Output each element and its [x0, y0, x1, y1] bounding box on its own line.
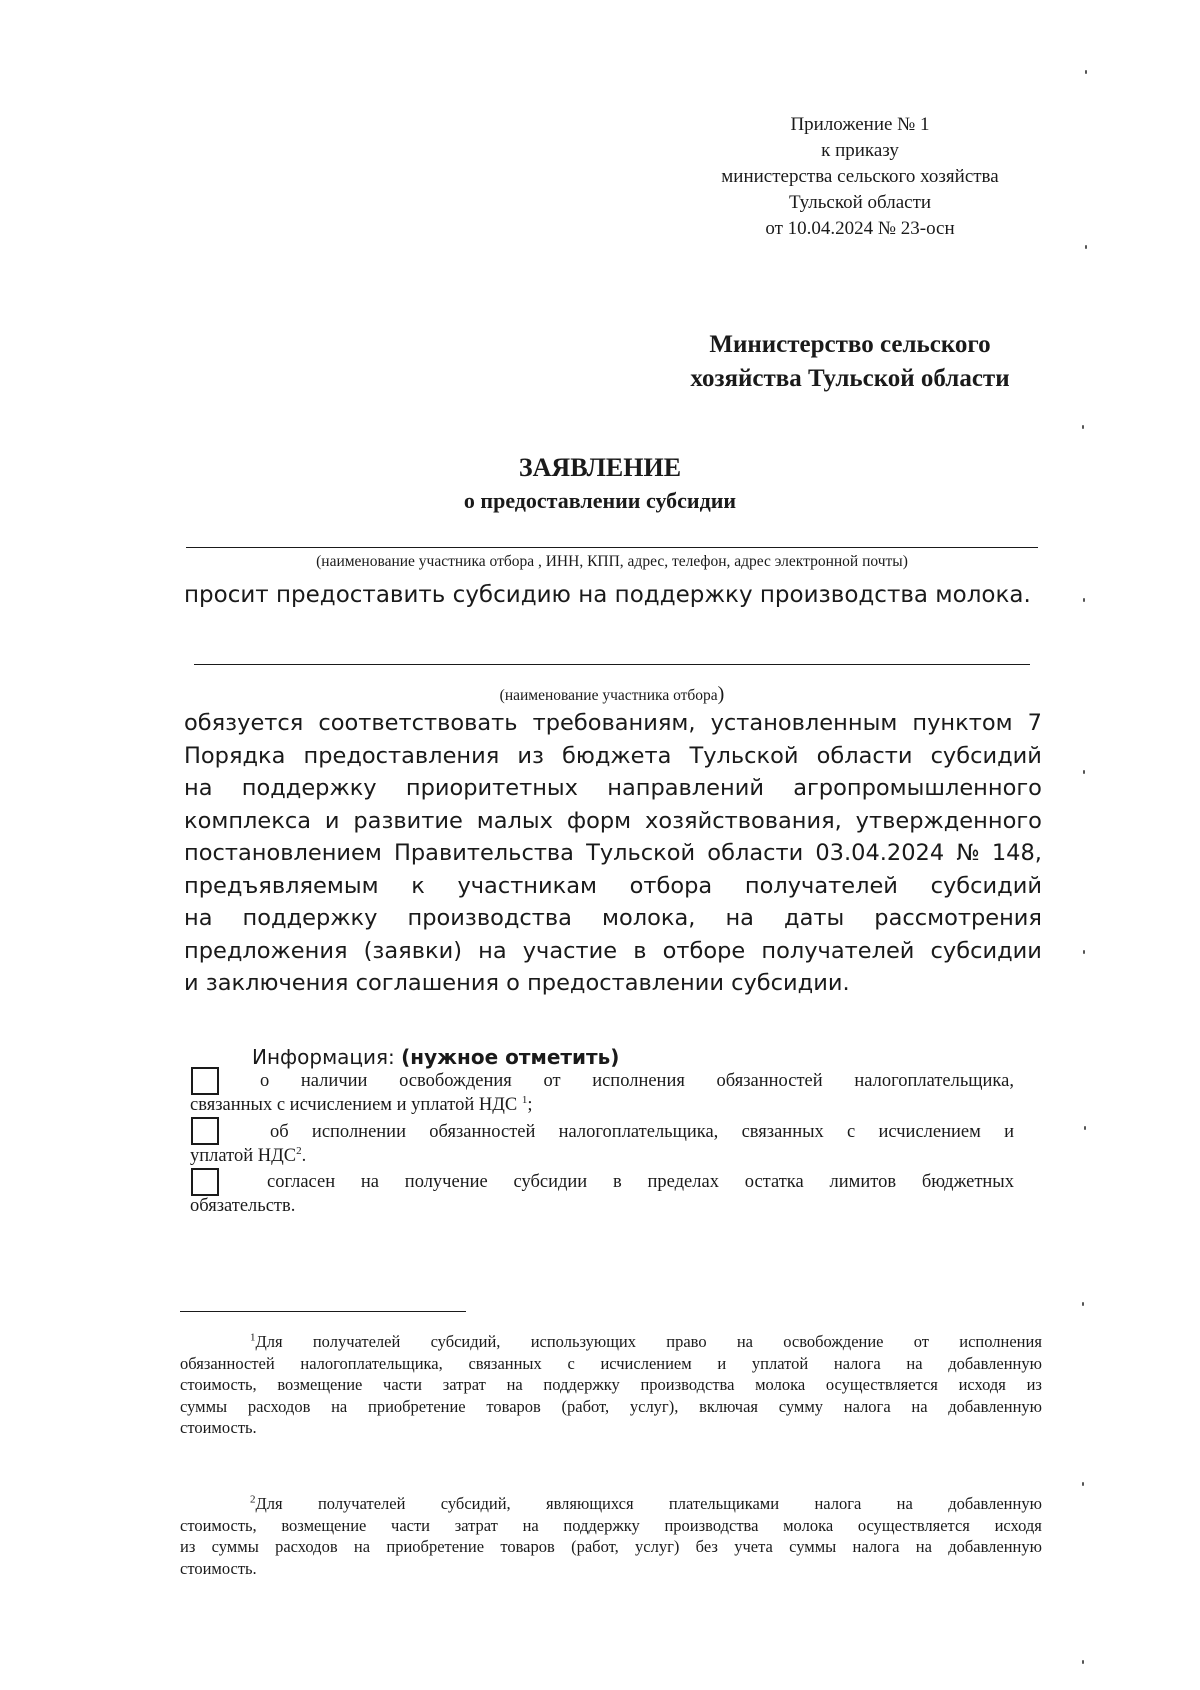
word: являющихся [546, 1494, 634, 1513]
word: постановлением [184, 840, 382, 866]
word: остатка [744, 1172, 804, 1192]
word: получателей [761, 937, 915, 964]
option-first-line [190, 1170, 1014, 1194]
word: (заявки) [363, 937, 462, 964]
word: отбора [629, 872, 713, 899]
word: и [1004, 1122, 1014, 1142]
word: на [506, 1375, 523, 1394]
scan-speck [1085, 70, 1087, 74]
word: затрат [442, 1375, 486, 1394]
word: рассмотрения [874, 905, 1042, 931]
word: части [391, 1515, 431, 1535]
word: утвержденного [855, 807, 1042, 834]
word: на [522, 1515, 539, 1535]
option-first-line [190, 1069, 1014, 1093]
word: предложения [184, 937, 348, 964]
word: даты [784, 905, 845, 931]
word: суммы [789, 1537, 837, 1556]
word: исчислением [600, 1353, 692, 1373]
info-note: (нужное отметить) [401, 1045, 620, 1069]
word: субсидий, [430, 1332, 501, 1351]
participant-caption-text: (наименование участника отбора [499, 687, 718, 704]
scan-speck [1083, 950, 1085, 954]
obligation-last-line: и заключения соглашения о предоставлении субсидии. [184, 970, 850, 996]
word: получение [404, 1172, 488, 1192]
word: участие [522, 937, 618, 964]
word: субсидии [930, 937, 1042, 964]
footnote-1 [180, 1331, 1042, 1439]
word: использующих [530, 1332, 636, 1351]
footnote-line [180, 1353, 1042, 1375]
word: добавленную [948, 1537, 1042, 1556]
word: осуществляется [825, 1375, 938, 1394]
addressee-line: хозяйства Тульской области [690, 365, 1010, 392]
scan-speck [1083, 770, 1085, 774]
word: добавленную [948, 1494, 1042, 1513]
word: хозяйствования, [645, 807, 842, 834]
word: на [353, 1537, 371, 1556]
obligation-line [184, 870, 1042, 903]
word: Для [255, 1494, 283, 1513]
word: стоимость, [180, 1375, 257, 1394]
word: на [184, 905, 213, 931]
footnote-ref: 1 [521, 1093, 528, 1106]
word: субсидии [513, 1172, 588, 1192]
obligation-line [184, 935, 1042, 968]
word: об [270, 1122, 289, 1142]
option-tail: ; [527, 1095, 533, 1115]
word: (работ, [571, 1537, 619, 1556]
appendix-line: к приказу [821, 140, 899, 161]
word: возмещение [277, 1375, 363, 1394]
word: исчислением [878, 1122, 981, 1142]
word: приобретение [367, 1396, 466, 1416]
footnote-mark: 2 [250, 1493, 256, 1506]
appendix-line: министерства сельского хозяйства [721, 166, 999, 187]
footnote-separator [180, 1311, 466, 1312]
word: производства [640, 1375, 735, 1394]
word: и [324, 807, 340, 834]
appendix-line: Приложение № 1 [790, 114, 930, 135]
info-label: Информация: [252, 1045, 402, 1069]
word: налогоплательщика, [854, 1071, 1014, 1091]
word: плательщиками [668, 1494, 780, 1513]
scan-speck [1082, 1660, 1084, 1664]
word: услуг), [629, 1396, 679, 1416]
word: части [383, 1375, 423, 1394]
option-text [190, 1170, 1014, 1218]
word: № [956, 840, 980, 866]
word: на [915, 1537, 932, 1556]
word: уплатой [751, 1353, 809, 1373]
word: агропромышленного [793, 775, 1042, 801]
applicant-field-caption: (наименование участника отбора , ИНН, КПП, адрес, телефон, адрес электронной почты) [316, 553, 908, 570]
appendix-header [660, 112, 1060, 242]
word: 03.04.2024 [815, 840, 945, 866]
word: пунктом [912, 710, 1013, 736]
title-subtitle: о предоставлении субсидии [463, 488, 737, 513]
scan-speck [1082, 1302, 1084, 1306]
word: с [567, 1353, 575, 1373]
footnote-mark: 1 [250, 1331, 256, 1344]
word: возмещение [281, 1515, 367, 1535]
scan-speck [1083, 598, 1085, 602]
word: суммы [180, 1396, 228, 1416]
obligation-line [184, 707, 1042, 740]
word: приобретение [386, 1537, 485, 1556]
word: налога [852, 1537, 900, 1556]
word: налога [843, 1396, 891, 1416]
footnote-line [180, 1374, 1042, 1396]
word: право [666, 1332, 707, 1351]
word: от [913, 1332, 929, 1351]
word: включая [699, 1396, 759, 1416]
word: без [695, 1537, 718, 1556]
word: освобождение [783, 1332, 884, 1351]
option-text [190, 1120, 1014, 1168]
word: добавленную [948, 1396, 1042, 1416]
word: молока [783, 1515, 834, 1535]
option-tail: . [301, 1146, 307, 1166]
obligation-line [184, 805, 1042, 838]
word: обязанностей [429, 1122, 536, 1142]
footnote-last-line: стоимость. [180, 1558, 257, 1578]
word: в [613, 1172, 622, 1192]
word: стоимость, [180, 1515, 257, 1535]
option-second-line [190, 1144, 1014, 1168]
appendix-line: Тульской области [788, 192, 932, 213]
word: налогоплательщика, [558, 1122, 719, 1142]
word: учета [734, 1537, 773, 1556]
addressee-line: Министерство сельского [709, 331, 991, 358]
word: и [717, 1353, 727, 1373]
footnote-last-line: стоимость. [180, 1418, 257, 1437]
word: получателей [744, 872, 898, 899]
word: связанных [468, 1353, 542, 1373]
footnote-line [180, 1493, 1042, 1515]
word: из [1026, 1375, 1042, 1394]
word: затрат [454, 1515, 498, 1535]
word: соответствовать [318, 710, 518, 736]
word: обязанностей [716, 1071, 823, 1091]
word: Для [255, 1332, 283, 1351]
word: освобождения [399, 1071, 512, 1091]
word: направлений [607, 775, 764, 801]
word: в [633, 937, 647, 964]
word: на [736, 1332, 753, 1351]
request-text: просит предоставить субсидию на поддержку производства молока. [184, 582, 1031, 608]
word: обязуется [184, 710, 304, 736]
word: молока [755, 1375, 806, 1394]
obligation-line [184, 740, 1042, 773]
word: расходов [247, 1396, 311, 1416]
option-text [190, 1069, 1014, 1117]
footnote-line [180, 1331, 1042, 1353]
word: налога [833, 1353, 881, 1373]
word: комплекса [184, 807, 312, 834]
word: товаров [486, 1396, 541, 1416]
word: субсидий, [440, 1494, 511, 1513]
footnote-2 [180, 1493, 1042, 1579]
word: установленным [710, 710, 898, 736]
word: к [411, 872, 425, 899]
word: требованиям, [532, 710, 696, 736]
word: субсидий [930, 872, 1042, 899]
word: Тульской [586, 840, 696, 866]
word: на [911, 1396, 928, 1416]
word: обязанностей [180, 1353, 275, 1373]
obligation-paragraph [184, 707, 1042, 1000]
applicant-fill-line[interactable] [186, 547, 1038, 548]
word: на [360, 1172, 380, 1192]
word: области [707, 840, 804, 866]
word: малых [476, 807, 553, 834]
appendix-line: от 10.04.2024 № 23-осн [765, 218, 955, 239]
word: из [517, 742, 544, 769]
scan-speck [1085, 245, 1087, 249]
word: на [896, 1494, 913, 1513]
word [250, 1331, 283, 1353]
word: бюджетных [921, 1172, 1014, 1192]
word: бюджета [562, 742, 672, 769]
word: на [184, 775, 213, 801]
word: согласен [267, 1172, 336, 1192]
word: о [260, 1071, 270, 1091]
document-title [330, 450, 870, 516]
scan-speck [1082, 425, 1084, 429]
word: области [816, 742, 913, 769]
footnote-line [180, 1396, 1042, 1418]
word: форм [566, 807, 632, 834]
word: лимитов [829, 1172, 897, 1192]
word: 148, [991, 840, 1042, 866]
word: Порядка [184, 742, 286, 769]
word: приоритетных [405, 775, 578, 801]
word: услуг) [635, 1537, 680, 1556]
footnote-line [180, 1515, 1042, 1537]
word: сумму [778, 1396, 824, 1416]
title-main: ЗАЯВЛЕНИЕ [518, 453, 682, 482]
word: участникам [457, 872, 597, 899]
info-header [252, 1045, 619, 1069]
word: 7 [1027, 710, 1042, 736]
word: добавленную [948, 1353, 1042, 1373]
word: налога [814, 1494, 862, 1513]
word: молока, [602, 905, 696, 931]
scan-speck [1082, 1482, 1084, 1486]
word: связанных [741, 1122, 824, 1142]
word: от [543, 1071, 561, 1091]
addressee [600, 328, 1100, 396]
word: наличии [300, 1071, 368, 1091]
word: поддержку [242, 905, 378, 931]
word: на [725, 905, 754, 931]
word: исходя [958, 1375, 1006, 1394]
word: суммы [211, 1537, 259, 1556]
option-first-line [190, 1120, 1014, 1144]
participant-fill-line[interactable] [194, 664, 1030, 665]
word: Тульской [689, 742, 799, 769]
word: получателей [317, 1494, 406, 1513]
word: (работ, [561, 1396, 610, 1416]
footnote-line [180, 1536, 1042, 1558]
obligation-line [184, 772, 1042, 805]
word: исполнения [592, 1071, 685, 1091]
word: исполнении [311, 1122, 406, 1142]
word: производства [407, 905, 572, 931]
option-second-text: уплатой НДС [190, 1146, 297, 1166]
participant-field-caption [194, 683, 1030, 706]
word: отборе [662, 937, 746, 964]
word: пределах [647, 1172, 719, 1192]
word: на [331, 1396, 348, 1416]
word: налогоплательщика, [300, 1353, 443, 1373]
word: на [906, 1353, 923, 1373]
option-second-line [190, 1093, 1014, 1117]
word: предъявляемым [184, 872, 379, 899]
word: из [180, 1537, 196, 1556]
obligation-line [184, 837, 1042, 870]
option-second-text: обязательств. [190, 1196, 296, 1216]
word: с [847, 1122, 856, 1142]
word: исполнения [959, 1332, 1042, 1351]
participant-caption-paren: ) [717, 683, 725, 705]
word: поддержку [543, 1375, 620, 1394]
word: субсидий [930, 742, 1042, 769]
word [250, 1493, 283, 1515]
footnote-ref: 2 [296, 1144, 302, 1157]
word: исходя [994, 1515, 1042, 1535]
word: осуществляется [857, 1515, 970, 1535]
option-second-line [190, 1194, 1014, 1218]
word: развитие [353, 807, 463, 834]
scan-speck [1084, 1126, 1086, 1130]
word: Правительства [393, 840, 574, 866]
word: расходов [275, 1537, 338, 1556]
word: на [478, 937, 507, 964]
obligation-line [184, 902, 1042, 935]
word: товаров [500, 1537, 555, 1556]
option-second-text: связанных с исчислением и уплатой НДС [190, 1095, 522, 1115]
word: предоставления [303, 742, 500, 769]
word: поддержку [563, 1515, 640, 1535]
word: производства [664, 1515, 759, 1535]
word: получателей [312, 1332, 401, 1351]
word: поддержку [241, 775, 377, 801]
